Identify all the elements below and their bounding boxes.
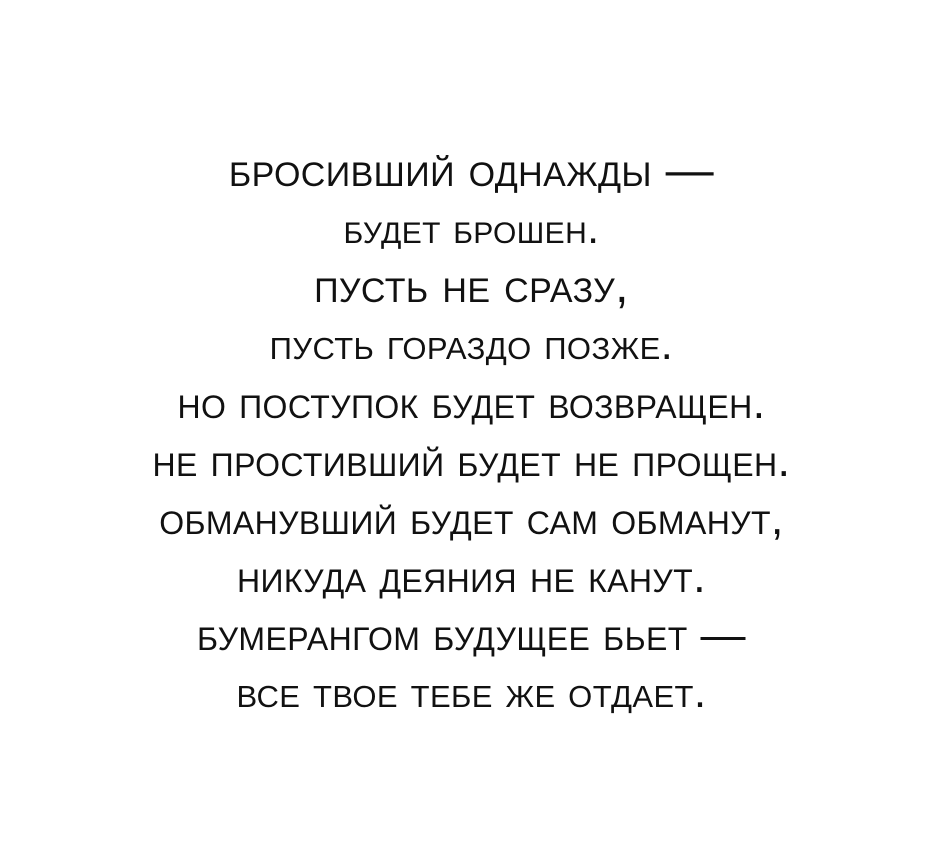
poem-line: будет брошен. — [343, 204, 600, 253]
poem-line: пусть гораздо позже. — [269, 319, 674, 369]
poem-line: не простивший будет не прощен. — [152, 434, 791, 486]
poem-line: пусть не сразу, — [314, 259, 629, 313]
poem-line: обманувший будет сам обманут, — [159, 492, 784, 544]
poem-line: бумерангом будущее бьет — — [197, 608, 746, 660]
poem-line: никуда деяния не канут. — [237, 550, 706, 602]
poem-text-block — [40, 142, 903, 722]
poem-line: все твое тебе же отдает. — [236, 667, 707, 717]
poem-line: но поступок будет возвращен. — [177, 376, 766, 428]
poem-line: бросивший однажды — — [228, 143, 715, 197]
